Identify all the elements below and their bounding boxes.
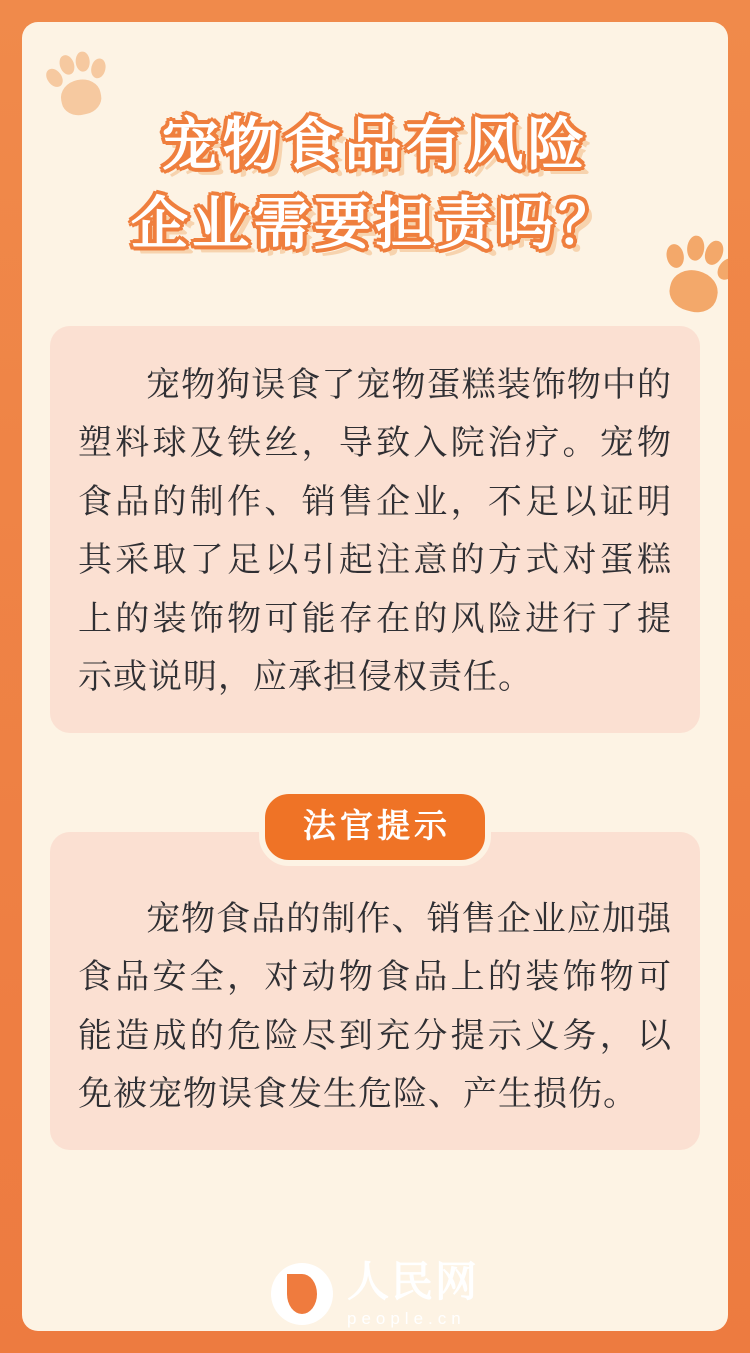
title-line-1: 宠物食品有风险: [161, 112, 589, 178]
judge-tip-text: 宠物食品的制作、销售企业应加强食品安全，对动物食品上的装饰物可能造成的危险尽到充分提示义务，以免被宠物误食发生危险、产生损伤。: [78, 899, 672, 1115]
people-cn-logo-icon: [271, 1263, 333, 1325]
status-badge: 法官提示: [259, 788, 491, 866]
poster-card: [22, 22, 728, 1331]
page-title: [22, 106, 728, 263]
judge-tip-panel: [50, 832, 700, 1150]
case-summary-panel: [50, 326, 700, 733]
logo-en-text: people.cn: [346, 1309, 466, 1328]
logo-cn-text: 人民网: [346, 1257, 479, 1306]
title-line-2: 企业需要担责吗？: [131, 190, 619, 257]
case-summary-text: 宠物狗误食了宠物蛋糕装饰物中的塑料球及铁丝，导致入院治疗。宠物食品的制作、销售企业，不足以证明其采取了足以引起注意的方式对蛋糕上的装饰物可能存在的风险进行了提示或说明，应承担侵权责任。: [78, 365, 672, 698]
judge-tip-badge-wrap: [22, 788, 728, 866]
footer-logo: [0, 1257, 750, 1328]
logo-text: [346, 1257, 479, 1328]
